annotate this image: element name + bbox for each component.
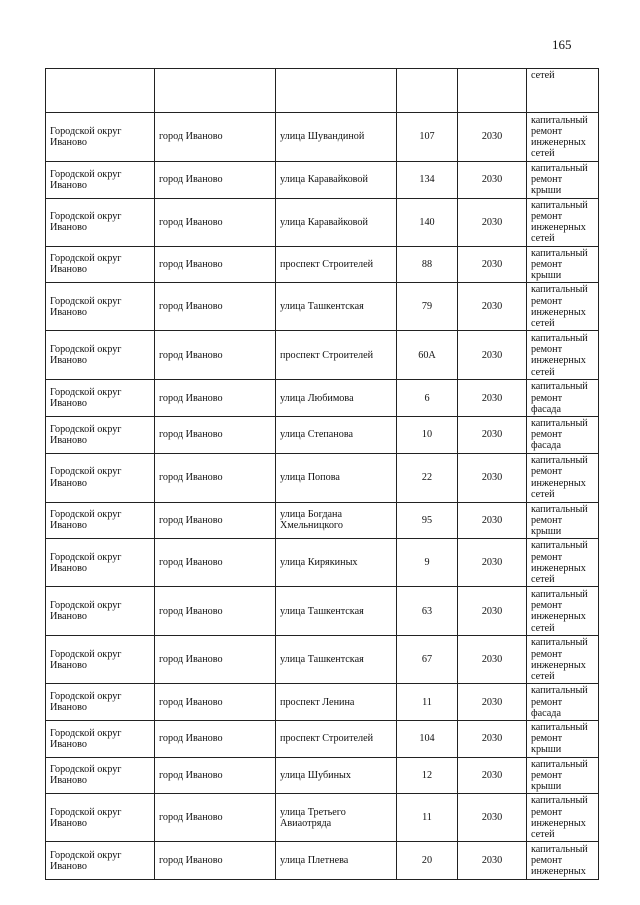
table-row (46, 198, 599, 246)
house-cell: 9 (397, 539, 458, 587)
year-cell: 2030 (458, 198, 527, 246)
year-cell: 2030 (458, 246, 527, 283)
house-cell: 11 (397, 794, 458, 842)
city-cell: город Иваново (155, 453, 276, 502)
city-cell: город Иваново (155, 539, 276, 587)
year-cell: 2030 (458, 453, 527, 502)
street-cell: проспект Строителей (276, 246, 397, 283)
street-cell: проспект Строителей (276, 331, 397, 380)
city-cell (155, 69, 276, 113)
street-cell: улица Ташкентская (276, 587, 397, 636)
work-cell: капитальный ремонт фасада (527, 416, 599, 453)
street-cell: улица Каравайковой (276, 198, 397, 246)
street-cell: улица Ташкентская (276, 283, 397, 331)
house-cell: 22 (397, 453, 458, 502)
street-cell: улица Степанова (276, 416, 397, 453)
district-cell (46, 69, 155, 113)
year-cell: 2030 (458, 162, 527, 199)
year-cell: 2030 (458, 416, 527, 453)
table-row (46, 587, 599, 636)
house-cell: 63 (397, 587, 458, 636)
work-cell: капитальный ремонт фасада (527, 684, 599, 721)
district-cell: Городской округ Иваново (46, 757, 155, 794)
house-cell: 60А (397, 331, 458, 380)
table-row (46, 794, 599, 842)
district-cell: Городской округ Иваново (46, 331, 155, 380)
house-cell: 79 (397, 283, 458, 331)
city-cell: город Иваново (155, 757, 276, 794)
city-cell: город Иваново (155, 684, 276, 721)
city-cell: город Иваново (155, 198, 276, 246)
table-row (46, 453, 599, 502)
city-cell: город Иваново (155, 794, 276, 842)
street-cell (276, 69, 397, 113)
year-cell: 2030 (458, 842, 527, 880)
work-cell: капитальный ремонт инженерных сетей (527, 113, 599, 162)
work-cell: капитальный ремонт крыши (527, 502, 599, 539)
district-cell: Городской округ Иваново (46, 720, 155, 757)
table-row (46, 380, 599, 417)
city-cell: город Иваново (155, 636, 276, 684)
house-cell: 6 (397, 380, 458, 417)
street-cell: улица Попова (276, 453, 397, 502)
work-cell: капитальный ремонт инженерных сетей (527, 331, 599, 380)
year-cell (458, 69, 527, 113)
city-cell: город Иваново (155, 587, 276, 636)
house-cell: 88 (397, 246, 458, 283)
year-cell: 2030 (458, 502, 527, 539)
district-cell: Городской округ Иваново (46, 380, 155, 417)
work-cell: капитальный ремонт инженерных (527, 842, 599, 880)
street-cell: улица Плетнева (276, 842, 397, 880)
house-cell: 107 (397, 113, 458, 162)
table-row (46, 331, 599, 380)
table-row (46, 636, 599, 684)
work-cell: капитальный ремонт фасада (527, 380, 599, 417)
district-cell: Городской округ Иваново (46, 283, 155, 331)
table-row (46, 162, 599, 199)
house-cell: 134 (397, 162, 458, 199)
street-cell: проспект Ленина (276, 684, 397, 721)
year-cell: 2030 (458, 113, 527, 162)
table-body (46, 69, 599, 880)
work-cell: капитальный ремонт инженерных сетей (527, 636, 599, 684)
district-cell: Городской округ Иваново (46, 502, 155, 539)
work-cell: сетей (527, 69, 599, 113)
street-cell: улица Каравайковой (276, 162, 397, 199)
table-row (46, 684, 599, 721)
street-cell: улица Кирякиных (276, 539, 397, 587)
city-cell: город Иваново (155, 113, 276, 162)
year-cell: 2030 (458, 331, 527, 380)
street-cell: проспект Строителей (276, 720, 397, 757)
district-cell: Городской округ Иваново (46, 587, 155, 636)
table-row (46, 113, 599, 162)
street-cell: улица Ташкентская (276, 636, 397, 684)
work-cell: капитальный ремонт инженерных сетей (527, 283, 599, 331)
continued-row (46, 69, 599, 113)
table-row (46, 539, 599, 587)
house-cell: 12 (397, 757, 458, 794)
year-cell: 2030 (458, 684, 527, 721)
work-cell: капитальный ремонт инженерных сетей (527, 453, 599, 502)
table-row (46, 246, 599, 283)
work-cell: капитальный ремонт инженерных сетей (527, 794, 599, 842)
work-cell: капитальный ремонт крыши (527, 720, 599, 757)
year-cell: 2030 (458, 539, 527, 587)
housing-repair-table (45, 68, 599, 880)
city-cell: город Иваново (155, 416, 276, 453)
house-cell: 95 (397, 502, 458, 539)
district-cell: Городской округ Иваново (46, 162, 155, 199)
house-cell: 11 (397, 684, 458, 721)
city-cell: город Иваново (155, 502, 276, 539)
district-cell: Городской округ Иваново (46, 539, 155, 587)
table-row (46, 283, 599, 331)
year-cell: 2030 (458, 757, 527, 794)
city-cell: город Иваново (155, 842, 276, 880)
district-cell: Городской округ Иваново (46, 842, 155, 880)
city-cell: город Иваново (155, 331, 276, 380)
work-cell: капитальный ремонт инженерных сетей (527, 198, 599, 246)
year-cell: 2030 (458, 720, 527, 757)
district-cell: Городской округ Иваново (46, 636, 155, 684)
table-row (46, 502, 599, 539)
year-cell: 2030 (458, 587, 527, 636)
table-row (46, 842, 599, 880)
district-cell: Городской округ Иваново (46, 794, 155, 842)
district-cell: Городской округ Иваново (46, 113, 155, 162)
house-cell: 104 (397, 720, 458, 757)
table-row (46, 720, 599, 757)
street-cell: улица Третьего Авиаотряда (276, 794, 397, 842)
table-row (46, 757, 599, 794)
street-cell: улица Шувандиной (276, 113, 397, 162)
district-cell: Городской округ Иваново (46, 453, 155, 502)
table-row (46, 416, 599, 453)
city-cell: город Иваново (155, 246, 276, 283)
page-number: 165 (552, 37, 572, 52)
work-cell: капитальный ремонт крыши (527, 757, 599, 794)
district-cell: Городской округ Иваново (46, 198, 155, 246)
district-cell: Городской округ Иваново (46, 416, 155, 453)
house-cell: 140 (397, 198, 458, 246)
year-cell: 2030 (458, 636, 527, 684)
district-cell: Городской округ Иваново (46, 246, 155, 283)
house-cell: 10 (397, 416, 458, 453)
district-cell: Городской округ Иваново (46, 684, 155, 721)
city-cell: город Иваново (155, 283, 276, 331)
street-cell: улица Любимова (276, 380, 397, 417)
work-cell: капитальный ремонт крыши (527, 246, 599, 283)
street-cell: улица Богдана Хмельницкого (276, 502, 397, 539)
house-cell: 67 (397, 636, 458, 684)
house-cell (397, 69, 458, 113)
work-cell: капитальный ремонт крыши (527, 162, 599, 199)
year-cell: 2030 (458, 380, 527, 417)
city-cell: город Иваново (155, 380, 276, 417)
house-cell: 20 (397, 842, 458, 880)
street-cell: улица Шубиных (276, 757, 397, 794)
year-cell: 2030 (458, 283, 527, 331)
city-cell: город Иваново (155, 162, 276, 199)
work-cell: капитальный ремонт инженерных сетей (527, 587, 599, 636)
work-cell: капитальный ремонт инженерных сетей (527, 539, 599, 587)
city-cell: город Иваново (155, 720, 276, 757)
year-cell: 2030 (458, 794, 527, 842)
